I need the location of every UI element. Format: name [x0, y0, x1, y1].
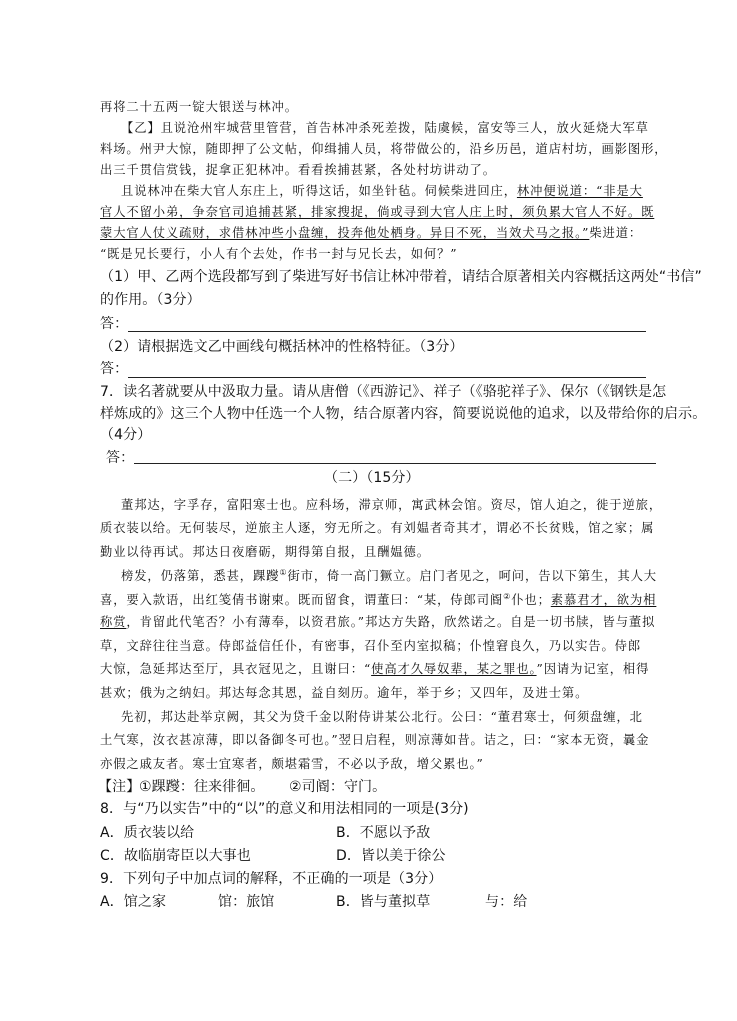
question-6-2-stem: （2）请根据选文乙中画线句概括林冲的性格特征。（3分）: [100, 339, 464, 355]
option-b[interactable]: B．不愿以予敌: [336, 825, 431, 841]
passage-b-line: [100, 227, 642, 239]
passage-line: 质衣装以给。无何装尽，逆旅主人逐，穷无所之。有刘媪者奇其才，谓必不长贫贱，馆之家；属: [100, 521, 655, 535]
passage-b-text: 柴进道：: [589, 226, 643, 240]
passage-b-line: 出三千贯信赏钱，捉拿正犯林冲。看看挨捕甚紧，各处村坊讲动了。: [100, 163, 496, 177]
passage-text: 仆也；: [511, 593, 551, 608]
passage-line: [100, 593, 656, 606]
passage-line: [121, 569, 657, 582]
passage-line: 草，文辞往往当意。侍郎益信任仆，有密事，召仆至内室拟稿；仆惶窘良久，乃以实告。侍郎: [100, 639, 642, 653]
passage-b-line: 料场。州尹大惊，随即押了公文帖，仰缉捕人员，将带做公的，沿乡历邑，道店村坊，画影图形，: [100, 142, 668, 156]
answer-label: 答：: [100, 316, 129, 332]
passage-line: 勤业以待再试。邦达日夜磨砺，期得第自报，且酬媪德。: [100, 545, 430, 559]
passage-b-text: 且说林冲在柴大官人东庄上，听得这话，如坐针毡。伺候柴进回庄，: [121, 184, 517, 198]
question-6-1-stem: 的作用。（3分）: [100, 292, 201, 308]
answer-line[interactable]: [134, 463, 656, 464]
option-d[interactable]: D．皆以美于徐公: [336, 848, 446, 864]
answer-label: 答：: [100, 361, 129, 377]
passage-line: 甚欢；俄为之纳妇。邦达每念其恩，益自刻历。逾年，举于乡；又四年，及进士第。: [100, 686, 589, 700]
passage-text: 大惊，急延邦达至厅，具衣冠见之，且谢曰：“: [100, 662, 372, 676]
passage-line: 先初，邦达赴举京阙，其父为贷千金以附侍讲某公北行。公曰：“董君寒士，何须盘缠，北: [121, 710, 643, 724]
question-6-1-stem: （1）甲、乙两个选段都写到了柴进写好书信让林冲带着，请结合原著相关内容概括这两处“书信”: [100, 269, 702, 285]
passage-text: ”因请为记室，相得: [536, 662, 650, 676]
footnote-1: ①踝躞：往来徘徊。: [139, 779, 265, 795]
question-7-stem: 样炼成的》这三个人物中任选一个人物，结合原著内容，简要说说他的追求，以及带给你的启示。: [100, 406, 707, 422]
option-a-gloss: 馆：旅馆: [218, 894, 275, 910]
option-c[interactable]: C．故临崩寄臣以大事也: [100, 848, 251, 864]
passage-line: [100, 663, 649, 675]
question-7-stem: （4分）: [100, 427, 152, 443]
option-a[interactable]: A．馆之家: [100, 894, 167, 910]
passage-b-line: 【乙】且说沧州牢城营里管营，首告林冲杀死差拨，陆虞候，富安等三人，放火延烧大军草: [121, 121, 649, 135]
option-b[interactable]: B．皆与董拟草: [336, 894, 431, 910]
passage-text: 街市，倚一高门獗立。启门者见之，呵问，告以下第生，其人大: [287, 569, 657, 584]
underlined-sentence: 称赏: [100, 615, 127, 629]
passage-line: 亦假之戚友者。寒士宜寒者，颇堪霜雪，不必以予敌，增父累也。”: [100, 757, 484, 771]
answer-line[interactable]: [128, 377, 646, 378]
passage-line: 董邦达，字孚存，富阳寒士也。应科场，滞京师，寓武林会馆。资尽，馆人迫之，徙于逆旅，: [121, 498, 663, 512]
underlined-sentence: 林冲便说道：“非是大: [516, 184, 643, 198]
passage-a-tail: 再将二十五两一锭大银送与林冲。: [100, 100, 298, 114]
question-7-stem: 7．读名著就要从中汲取力量。请从唐僧（《西游记》、祥子（《骆驼祥子》、保尔（《钢铁是怎: [100, 384, 667, 400]
underlined-sentence: 蒙大官人仗义疏财，求借林冲些小盘缠，投奔他处栖身。异日不死，当效犬马之报。”: [100, 226, 590, 240]
passage-line: [100, 616, 655, 628]
answer-label: 答：: [106, 450, 135, 466]
footnote-2: ②司阍：守门。: [289, 779, 387, 795]
section-title: （二）（15分）: [324, 470, 420, 486]
underlined-sentence: 素慕君才，欲为相: [550, 593, 657, 608]
footnote-marker: ①: [279, 568, 288, 577]
underlined-sentence: 官人不留小弟，争奈官司追捕甚紧，排家搜捉，倘或寻到大官人庄上时，须负累大官人不好。既: [100, 205, 655, 219]
question-9-stem: 9．下列句子中加点词的解释，不正确的一项是（3分）: [100, 871, 443, 887]
passage-b-line: [121, 185, 643, 197]
question-8-stem: 8．与“乃以实告”中的“以”的意义和用法相同的一项是(3分): [100, 801, 469, 817]
passage-text: 喜，要入款语，出红笺倩书谢柬。既而留食，谓董曰：“某，侍郎司阍: [100, 593, 504, 608]
passage-text: 榜发，仍落第，悉甚，踝躞: [121, 569, 280, 584]
option-a[interactable]: A．质衣装以给: [100, 825, 195, 841]
option-b-gloss: 与：给: [485, 894, 528, 910]
passage-line: 土气寒，汝衣甚凉薄，即以备御冬可也。”翌日启程，则凉薄如昔。诘之，曰：“家本无资，曩金: [100, 733, 650, 747]
underlined-sentence: 使高才久辱奴辈，某之罪也。: [371, 662, 537, 676]
footnote-marker: ②: [503, 592, 512, 601]
answer-line[interactable]: [128, 331, 646, 332]
passage-text: ，肯留此代笔否？小有薄奉，以资君旅。”邦达方失路，欣然诺之。自是一切书牍，皆与董拟: [126, 615, 656, 629]
passage-b-line: “既是兄长要行，小人有个去处，作书一封与兄长去，如何？”: [100, 247, 458, 261]
footnote-label: 【注】: [98, 779, 141, 795]
